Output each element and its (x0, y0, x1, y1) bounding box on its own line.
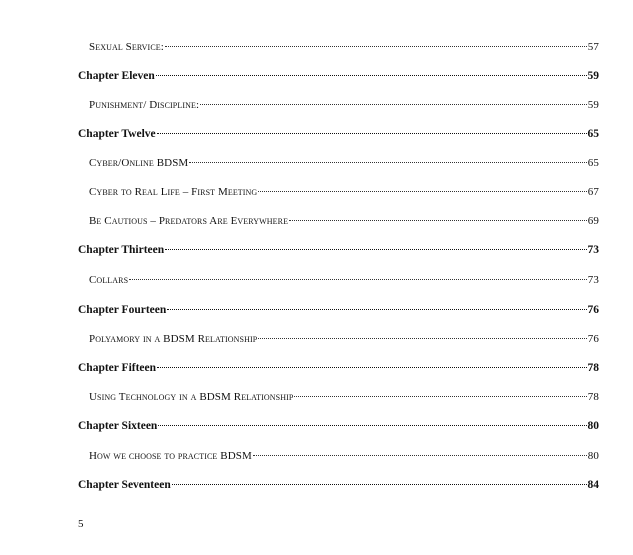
toc-entry-page: 78 (587, 362, 599, 374)
dot-leader (289, 208, 587, 224)
toc-entry-title: Chapter Sixteen (78, 420, 158, 432)
toc-section-entry[interactable] (89, 267, 599, 286)
toc-entry-page: 73 (587, 274, 599, 286)
dot-leader (157, 121, 587, 137)
footer-page-number: 5 (78, 518, 84, 530)
toc-entry-page: 78 (587, 391, 599, 403)
toc-entry-page: 73 (587, 244, 599, 256)
toc-section-entry[interactable] (89, 443, 599, 462)
toc-entry-page: 69 (587, 215, 599, 227)
dot-leader (189, 150, 587, 166)
dot-leader (129, 267, 587, 283)
toc-entry-page: 84 (587, 479, 599, 491)
dot-leader (253, 443, 587, 459)
toc-entry-title: Using Technology in a BDSM Relationship (89, 391, 294, 403)
dot-leader (165, 34, 587, 50)
toc-entry-title: Chapter Fourteen (78, 304, 167, 316)
toc-entry-title: How we choose to practice BDSM (89, 450, 252, 462)
dot-leader (294, 384, 586, 400)
toc-entry-page: 59 (587, 99, 599, 111)
toc-entry-title: Chapter Thirteen (78, 244, 165, 256)
toc-entry-page: 59 (587, 70, 599, 82)
toc-entry-title: Chapter Fifteen (78, 362, 157, 374)
toc-chapter-entry[interactable] (78, 413, 599, 432)
toc-chapter-entry[interactable] (78, 237, 599, 256)
toc-chapter-entry[interactable] (78, 355, 599, 374)
toc-section-entry[interactable] (89, 384, 599, 403)
toc-entry-title: Polyamory in a BDSM Relationship (89, 333, 258, 345)
dot-leader (167, 297, 586, 313)
toc-entry-page: 65 (587, 157, 599, 169)
dot-leader (156, 63, 587, 79)
dot-leader (172, 472, 587, 488)
toc-section-entry[interactable] (89, 208, 599, 227)
toc-section-entry[interactable] (89, 92, 599, 111)
toc-entry-title: Punishment/ Discipline: (89, 99, 200, 111)
toc-entry-title: Chapter Seventeen (78, 479, 171, 491)
dot-leader (258, 179, 586, 195)
toc-section-entry[interactable] (89, 150, 599, 169)
dot-leader (258, 326, 587, 342)
toc-section-entry[interactable] (89, 326, 599, 345)
toc-section-entry[interactable] (89, 179, 599, 198)
toc-entry-page: 76 (587, 304, 599, 316)
toc-entry-title: Cyber/Online BDSM (89, 157, 189, 169)
dot-leader (165, 237, 586, 253)
toc-entry-title: Be Cautious – Predators Are Everywhere (89, 215, 289, 227)
toc-entry-title: Chapter Eleven (78, 70, 155, 82)
toc-entry-page: 67 (587, 186, 599, 198)
toc-entry-page: 76 (587, 333, 599, 345)
toc-chapter-entry[interactable] (78, 63, 599, 82)
dot-leader (200, 92, 587, 108)
toc-entry-page: 65 (587, 128, 599, 140)
dot-leader (158, 413, 586, 429)
toc-entry-page: 57 (587, 41, 599, 53)
toc-entry-page: 80 (587, 420, 599, 432)
dot-leader (157, 355, 586, 371)
toc-entry-page: 80 (587, 450, 599, 462)
toc-entry-title: Cyber to Real Life – First Meeting (89, 186, 258, 198)
toc-entry-title: Chapter Twelve (78, 128, 156, 140)
toc-chapter-entry[interactable] (78, 121, 599, 140)
toc-section-entry[interactable] (89, 34, 599, 53)
toc-chapter-entry[interactable] (78, 472, 599, 491)
toc-chapter-entry[interactable] (78, 297, 599, 316)
toc-entry-title: Sexual Service: (89, 41, 164, 53)
toc-entry-title: Collars (89, 274, 129, 286)
